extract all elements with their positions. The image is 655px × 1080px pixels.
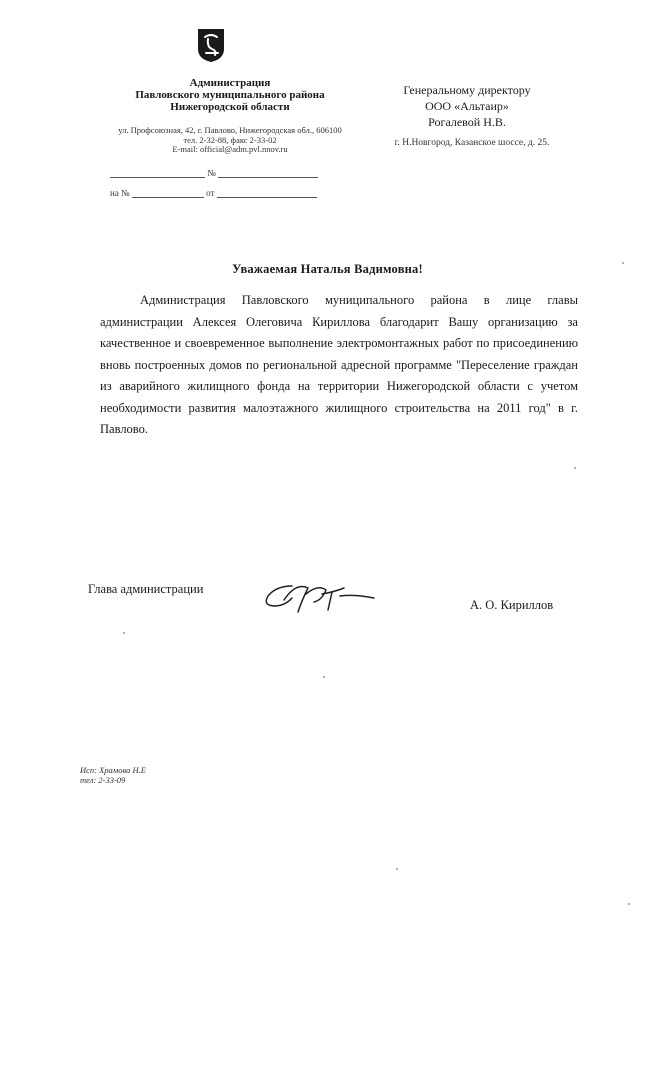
sender-org-line1: Администрация (189, 77, 271, 89)
scan-speck (574, 467, 576, 469)
scan-speck (622, 262, 624, 264)
executor-phone: тел: 2-33-09 (80, 775, 126, 785)
recipient-block (372, 82, 562, 130)
sender-org-line2: Павловского муниципального района (135, 89, 325, 101)
reg-no-label: № (207, 168, 216, 178)
letter-body: Администрация Павловского муниципального района в лице главы администрации Алексея Олеговича Кириллова благодарит Вашу организацию за качественное и своевременное выполнение электромонтажных работ по присоединению вновь построенных домов по региональной адресной программе "Переселение граждан из аварийного жилищного фонда на территории Нижегородской области с учетом необходимости развития малоэтажного жилищного строительства на 2011 год" в г. Павлово. (100, 293, 578, 436)
salutation: Уважаемая Наталья Вадимовна! (232, 262, 423, 276)
registration-number-line (110, 168, 318, 178)
sender-address-line2: тел. 2-32-88, факс 2-33-02 (183, 134, 277, 145)
coat-of-arms-emblem (196, 27, 226, 63)
recipient-line3: Рогалевой Н.В. (428, 115, 506, 129)
handwritten-signature (262, 572, 382, 622)
recipient-address: г. Н.Новгород, Казанское шоссе, д. 25. (394, 138, 550, 148)
scan-speck (628, 903, 630, 905)
scan-speck (123, 632, 125, 634)
signer-name: А. О. Кириллов (470, 598, 554, 612)
executor-info (80, 765, 146, 785)
recipient-line1: Генеральному директору (403, 83, 531, 97)
scan-speck (323, 676, 325, 678)
sender-address-line3: E-mail: official@adm.pvl.nnov.ru (172, 144, 288, 154)
sender-org-line3: Нижегородской области (170, 101, 290, 113)
reg-from-label: от (206, 188, 215, 198)
sender-address-line1: ул. Профсоюзная, 42, г. Павлово, Нижегородская обл., 606100 (118, 125, 342, 135)
reg-ref-label: на № (110, 188, 130, 198)
reference-number-line (110, 188, 317, 198)
sender-organization (100, 77, 360, 113)
scan-speck (396, 868, 398, 870)
signer-title: Глава администрации (88, 582, 204, 596)
sender-address (100, 126, 360, 155)
recipient-line2: ООО «Альтаир» (425, 99, 509, 113)
executor-name: Исп: Храмова Н.Е (80, 765, 146, 775)
